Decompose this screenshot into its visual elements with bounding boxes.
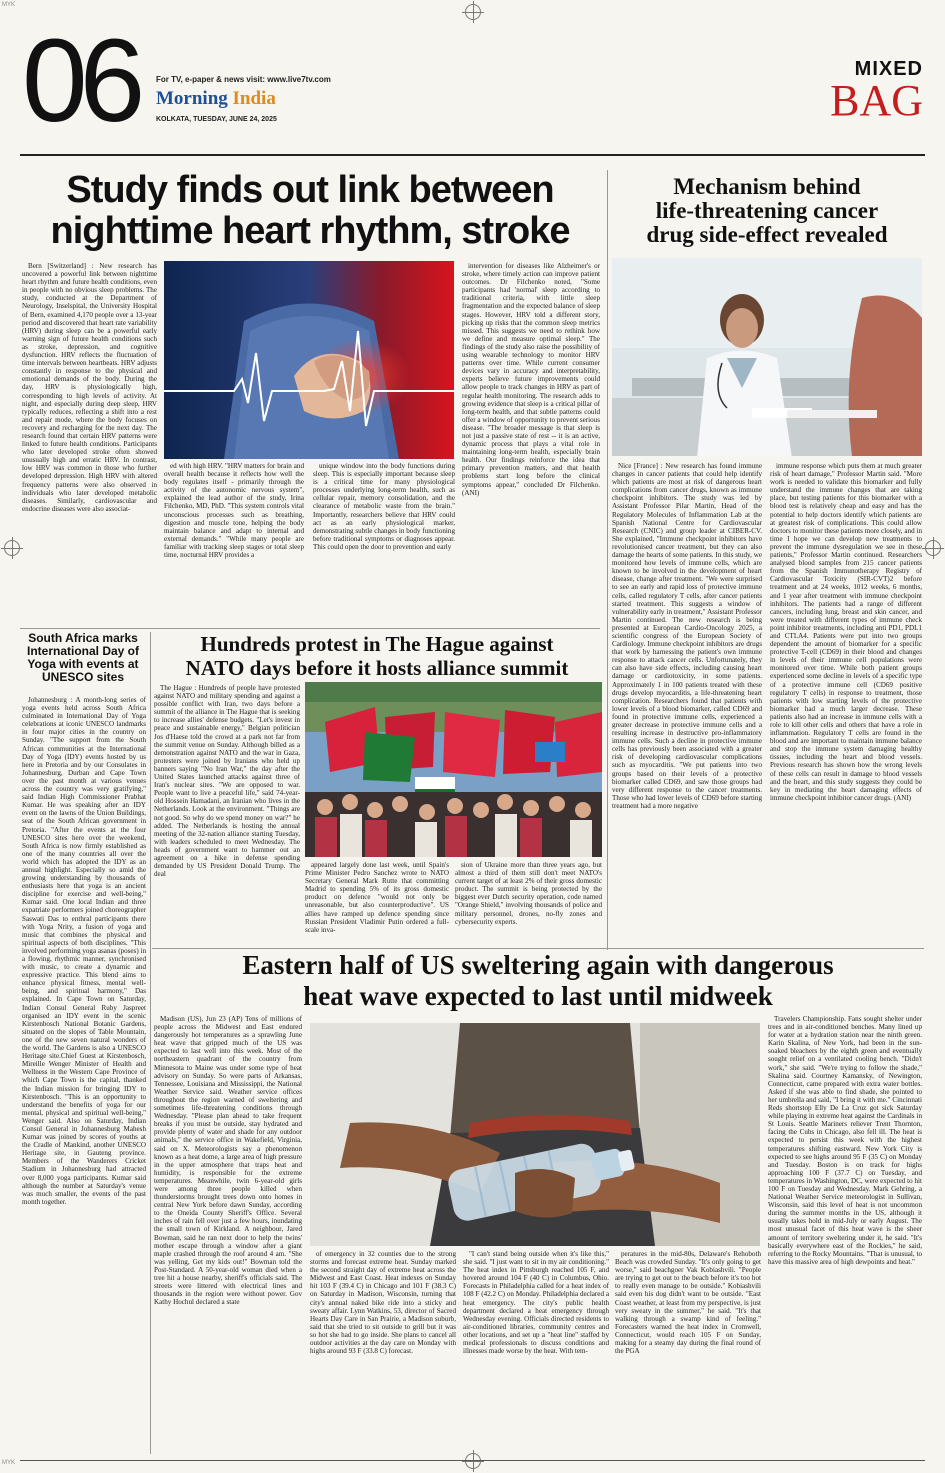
heat-col4: [615, 1250, 761, 1459]
heat-headline-line1: Eastern half of US sweltering again with dangerous: [242, 950, 834, 980]
heart-photo: [164, 261, 454, 459]
heart-col2-text: ed with high HRV. "HRV matters for brain and overall health because it reflects how well the body regulates itself - primarily through the activity of the autonomic nervous system", explained the lead author of the study, Irina Filchenko, MD, PhD. "This system controls vital unconscious processes such as breathing, digestion and muscle tone, helping the body maintain balance and adapt to internal and external demands." "While many people are familiar with tracking sleep stages or total sleep time, nocturnal HRV provides a: [164, 462, 304, 560]
section-label-bottom: BAG: [830, 76, 923, 125]
paper-name-part2: India: [232, 88, 276, 109]
print-corner-mark-bottom: MYK: [2, 1460, 16, 1466]
paper-name-part1: Morning: [156, 88, 228, 109]
heart-headline: [20, 170, 600, 252]
cancer-col2-text: immune response which puts them at much greater risk of heart damage," Professor Martin said. "More work is needed to validate this biomarker and fully understand the immune changes that are taking place, but testing patients for this biomarker with a blood test is relatively cheap and easy and has the potential to help doctors identify which patients are at greatest risk of complications. This could allow doctors to monitor these patients more closely, and in time I hope we can develop new treatments to prevent the immune dysregulation we see in these patients," Professor Martin continued. Researchers analysed blood samples from 215 cancer patients from the Spanish Immunotherapy Registry of Cardiovascular Toxicity (SIR-CVT)2 before treatment and at 24 weeks, 1012 weeks, 6 months, and 1 year after treatment with immune checkpoint inhibitors. The patients had a range of different cancers, including lung, breast and skin cancer, and were treated with different types of immune check point inhibitor treatments, including anti PD1, PDL1 and CTLA4. Patients were put into two groups dependent the amount of biomarker for a specific protective T-cell (CD69) in their blood and changes in levels of their immune cell populations were monitored over time. While both patient groups experienced some decline in levels of a specific type of a protective immune cell (CD69 positive regulatory T cells) in response to treatment, those patients with low starting levels of the protective biomarker had a much larger decrease. These patients also had an increase in immune cells with a role to kill other cells and others that have a role in inflammation. Regulatory T cells are found in the blood and are important to maintain immune balance and stop the immune system damaging healthy tissues, including the heart and blood vessels. Previous research has shown how the wrong levels of these cells can result in damage to blood vessels and the heart, and this study suggests they could be key in mediating the heart damaging effects of immune checkpoint inhibitor cancer drugs. (ANI): [770, 462, 922, 802]
page-number: 06: [22, 15, 138, 147]
heart-illustration: [164, 261, 454, 459]
nato-col1-text: The Hague : Hundreds of people have protested against NATO and military spending and against a possible conflict with Iran, two days before a summit of the alliance in The Hague that is seeking to increase allies' defense budgets. "Let's invest in peace and sustainable energy," Belgian politician Jos d'Haese told the crowd at a park not far from the summit venue on Sunday. Although billed as a demonstration against NATO and the war in Gaza, protesters were joined by Iranians who held up banners saying "No Iran War," the day after the United States launched attacks against three of Iran's nuclear sites. "We are opposed to war. People want to live a peaceful life," said 74-year-old Hossein Hamadani, an Iranian who lives in the Netherlands. Look at the environment. "Things are not good. So why do we spend money on war?" he added. The Netherlands is hosting the annual meeting of the 32-nation alliance starting Tuesday, with leaders scheduled to meet Wednesday. The heads of government want to hammer out an agreement on a hike in defense spending demanded by US President Donald Trump. The deal: [154, 684, 300, 879]
heat-col4-text: peratures in the mid-80s, Delaware's Rehoboth Beach was crowded Sunday. "It's only going to get worse," said beachgoer Vak Kobiashvili. "People are trying to get out to the beach before it's too hot to really even manage to be outside." Kobiashvili said even his dog didn't want to be outside. "East Coast weather, at least from my perspective, is just very sweaty in the summer," he said. "It's that walking through a swamp kind of feeling." Forecasters warned the heat index in Cromwell, Connecticut, would reach 105 F on Sunday, making for a steamy day during the final round of the PGA: [615, 1250, 761, 1356]
heart-col1: [22, 262, 157, 624]
yoga-col-text: Johannesburg : A month-long series of yoga events held across South Africa culminated in International Day of Yoga celebrations at iconic UNESCO landmarks in four major cities in the country on Sunday. "The support from the South African communities at the International Day of Yoga (IDY) events hosted by us here in Pretoria and by our Consulates in Johannesburg, Durban and Cape Town over the past month at various venues across the country was very gratifying," said Indian High Commissioner Prabhat Kumar. He was speaking after an IDY event on the lawns of the Union Buildings, seat of the South African government in Pretoria. "After the events at the four UNESCO sites here over the weekend, South Africa is now firmly established as one of the many countries all over the world which has adopted the IDY as an annual highlight. Especially so amid the growing understanding by thousands of enthusiasts here that yoga is an ancient discipline for exercise and well-being," Kumar said. One local Indian and three expatriate performers joined choreographer Saswati Das to enthral participants there with Yoga Nrity, a fusion of yoga and music that combines the physical and spiritual aspects of both disciplines. "This involved performing yoga asanas (poses) in a flowing, rhythmic manner, synchronised with music, to create a dynamic and expressive practice. This blend aims to enhance physical fitness, mental well-being, and spiritual harmony," Das explained. In Cape Town on Saturday, Indian Consul General Ruby Jaspreet organised an IDY event in the scenic Kirstenbosch National Botanic Gardens, situated on the slopes of Table Mountain, one of the new seven natural wonders of the world. The Gardens is also a UNESCO Heritage site.Chief Guest at Kirstenbosch, Mireille Wenger Minister of Health and Wellness in the Western Cape Province of which Cape Town is the capital, thanked the Indian mission for bringing IDY to Kirstenbosch. "This is an opportunity to understand the benefits of yoga for our mental, physical and spiritual well-being," Wenger said. Also on Saturday, Indian Consul General in Johannesburg Mahesh Kumar was joined by scores of youths at the Cradle of Mankind, another UNESCO Heritage site, in Gauteng province. Members of the Wanderers Cricket Stadium in Johannesburg had attracted over 8,000 yoga participants. Kumar said although the number at Saturday's venue was much smaller, the events of the past month together.: [22, 696, 146, 1206]
nato-col1: [154, 684, 300, 946]
heart-col4: [462, 262, 600, 624]
cancer-headline-line3: drug side-effect revealed: [646, 222, 888, 247]
heart-col2: [164, 462, 304, 624]
heart-headline-line1: Study finds out link between: [66, 169, 554, 211]
column-divider-left: [150, 632, 151, 1454]
nato-photo: [305, 682, 602, 857]
heat-photo: [310, 1023, 760, 1246]
cancer-col2: [770, 462, 922, 944]
heat-headline-line2: heat wave expected to last until midweek: [303, 981, 773, 1011]
cancer-headline-line1: Mechanism behind: [673, 174, 861, 199]
registration-mark-left: [4, 540, 20, 556]
heart-col4-text: intervention for diseases like Alzheimer's or stroke, where timely action can improve patient outcomes. Dr Filchenko noted, "Some participants had 'normal' sleep according to traditional criteria, with little sleep fragmentation and the expected balance of sleep stages. However, HRV told a different story, picking up risks that the common sleep metrics missed. This suggests we need to rethink how we define and measure optimal sleep." The findings of the study also raise the possibility of using wearable technology to monitor HRV patterns over time. While current consumer devices vary in accuracy and interpretability, experts believe future improvements could allow people to track changes in HRV as part of regular health monitoring. The research adds to growing evidence that sleep is a critical pillar of long-term health, and that subtle patterns could offer a window of opportunity to prevent serious disease. "The broader message is that sleep is not just a passive state of rest -- it is an active, dynamic process that plays a vital role in maintaining long-term health, especially brain health. Our findings reinforce the idea that primary prevention matters, and that health problems start long before the clinical symptoms appear," concluded Dr Filchenko.(ANI): [462, 262, 600, 497]
registration-mark-top: [465, 4, 481, 20]
heat-col2-text: of emergency in 32 counties due to the strong storms and forecast extreme heat. Sunday marked the second straight day of extreme heat across the Midwest and East Coast. Heat indexes on Sunday hit 103 F (39.4 C) in Chicago and 101 F (38.3 C) on Saturday in Madison, Wisconsin, turning that city's annual naked bike ride into a sticky and sweaty affair. Lynn Watkins, 53, director of Sacred Hearts Day Care in San Prairie, a Madison suburb, said that she tried to sit outside to grill but it was so hot she had to go inside. She plans to cancel all outdoor activities at the day care on Monday with highs around 93 F (33.8 C) forecast.: [310, 1250, 456, 1356]
heat-headline: [152, 950, 924, 1012]
section-label-top: MIXED: [854, 58, 923, 80]
nato-col2-text: appeared largely done last week, until Spain's Prime Minister Pedro Sanchez wrote to NATO Secretary General Mark Rutte that committing Madrid to spending 5% of its gross domestic product on defence "would not only be unreasonable, but also counterproductive". US allies have ramped up defence spending since Russian President Vladimir Putin ordered a full-scale inva-: [305, 861, 449, 934]
column-divider: [607, 170, 608, 950]
cancer-headline: [612, 175, 922, 247]
heart-col1-text: Bern [Switzerland] : New research has uncovered a powerful link between nighttime heart rhythm and future health conditions, even in people with no obvious sleep problems. The study, conducted at the Department of Neurology, Inselspital, the University Hospital of Bern, examined 4,170 people over a 13-year period and discovered that heart rate variability (HRV) during sleep can be a powerful early warning sign of future health conditions such as stroke, depression, and cognitive dysfunction. HRV reflects the fluctuation of time intervals between heartbeats. HRV adjusts constantly in response to the physical and emotional demands of the body. During the day, HRV is physiologically high, corresponding to high levels of activity. At night, and especially during deep sleep, HRV typically reduces, reflecting a shift into a rest and repair mode, where the body focuses on recovery and recharging for the next day. The research found that certain HRV patterns were linked to future health conditions. Participants who later developed stroke often showed unusually high and erratic HRV. In contrast, low HRV was common in those who further developed depression. High HRV with altered frequency patterns were also observed in individuals who later developed metabolic diseases. Similarly, cardiovascular and endocrine diseases were also associat-: [22, 262, 157, 513]
cancer-col1: [612, 462, 762, 944]
footer-rule: [20, 1460, 925, 1461]
heat-col2: [310, 1250, 456, 1459]
heat-top-rule: [152, 948, 924, 949]
print-corner-mark-top: MYK: [2, 2, 16, 8]
paper-name: [156, 88, 331, 110]
header-rule: [20, 154, 925, 156]
cancer-photo: [612, 258, 922, 456]
masthead: [156, 75, 331, 123]
heart-col3-text: unique window into the body functions during sleep. This is especially important because sleep is a critical time for many physiological processes underlying long-term health, such as cellular repair, memory consolidation, and the clearance of metabolic waste from the brain." Importantly, researchers believe that HRV could act as an early physiological marker, demonstrating subtle changes in body functioning before traditional symptoms or diagnoses appear. This could open the door to prevention and early: [313, 462, 455, 551]
nato-headline: [152, 632, 602, 680]
nato-col2: [305, 861, 449, 946]
nato-col3-text: sion of Ukraine more than three years ago, but almost a third of them still don't meet NATO's current target of at least 2% of their gross domestic product. The summit is being protected by the biggest ever Dutch security operation, code named "Orange Shield," involving thousands of police and military personnel, drones, no-fly zones and cybersecurity experts.: [455, 861, 602, 926]
heat-col5-text: Travelers Championship. Fans sought shelter under trees and in air-conditioned benches. Many lined up for water at a hydration station near the ninth green. Karin Skalina, of New York, had been in the sun-soaked bleachers by the eighth green and eventually sought relief on a ventilated cooling bench. "Didn't work," she said. "We're trying to follow the shade," Skalina said. Courtney Kamansky, of Newington, Connecticut, came prepared with extra water bottles. Asked if she was able to find shade, she pointed to her umbrella and said, "I bring it with me." Cincinnati Reds shortstop Elly De La Cruz got sick Saturday while playing in extreme heat against the Cardinals in St Louis. Seattle Mariners reliever Trent Thornton, facing the Cubs in Chicago, also fell ill. The heat is expected to persist this week with the highest temperatures shifting eastward. New York City is expected to see highs around 95 F (35 C) on Monday and Tuesday. Boston is on track for highs approaching 100 F (37.7 C) on Tuesday, and temperatures in Washington, DC, were expected to hit 100 F on Tuesday and Wednesday. Mark Gehring, a National Weather Service meteorologist in Sullivan, Wisconsin, said this level of heat is not uncommon during the summer months in the US, although it usually takes hold in mid-July or early August. The most unusual facet of this heat wave is the sheer amount of territory sweltering under it, he said. "It's basically everywhere east of the Rockies," he said, referring to the Rocky Mountains. "That is unusual, to have this massive area of high dewpoints and heat.": [768, 1015, 922, 1266]
dateline: KOLKATA, TUESDAY, JUNE 24, 2025: [156, 116, 277, 123]
website-line: For TV, e-paper & news visit: www.live7tv.com: [156, 75, 331, 84]
doctor-illustration: [612, 258, 922, 456]
heat-col1-text: Madison (US), Jun 23 (AP) Tens of millions of people across the Midwest and East endured dangerously hot temperatures as a sprawling June heat wave that gripped much of the US was expected to last well into this week. Most of the northeastern quadrant of the country from Minnesota to Maine was under some type of heat advisory on Sunday. So were parts of Arkansas, Tennessee, Louisiana and Mississippi, the National Weather Service said. Weather service offices throughout the region warned of sweltering and sometimes life-threatening conditions through Wednesday. "Please plan ahead to take frequent breaks if you must be outside, stay hydrated and provide plenty of water and shade for any outdoor animals," the service office in Wakefield, Virginia, said on X. Meteorologists say a phenomenon known as a heat dome, a large area of high pressure in the upper atmosphere that traps heat and humidity, is responsible for the extreme temperatures. Meanwhile, twin 6-year-old girls were among three people killed when thunderstorms brought trees down onto homes in central New York before dawn Sunday, according to the Oneida County Sheriff's Office. Several inches of rain fell over just a few hours, inundating the small town of Kirkland. A neighbour, Jared Bowman, said he ran next door to help the twins' mother escape through a window after a giant maple crashed through the roof around 4 am. "She was yelling, Get my kids out!" Bowman told the Post-Standard. A 50-year-old woman died when a tree hit a house nearby, sheriff's officials said. The streets were littered with electrical lines and thousands in the region were without power. Gov Kathy Hochul declared a state: [154, 1015, 302, 1307]
heat-col3-text: "I can't stand being outside when it's like this," she said. "I just want to sit in my air conditioning." The heat index in Pittsburgh reached 105 F, and hovered around 104 F (40 C) in Columbus, Ohio. Forecasts in Philadelphia called for a heat index of 108 F (42.2 C) on Monday. Philadelphia declared a heat emergency. The city's public health department declared a heat emergency through Wednesday evening. Officials directed residents to air-conditioned libraries, community centres and other locations, and set up a "heat line" staffed by medical professionals to discuss conditions and illnesses made worse by the heat. With tem-: [463, 1250, 609, 1356]
yoga-top-rule: [20, 628, 600, 629]
registration-mark-right: [925, 540, 941, 556]
yoga-col: [22, 696, 146, 1456]
heat-col3: [463, 1250, 609, 1459]
nato-col3: [455, 861, 602, 946]
cancer-headline-line2: life-threatening cancer: [655, 198, 879, 223]
water-bottle-illustration: [310, 1023, 760, 1246]
nato-headline-line1: Hundreds protest in The Hague against: [200, 632, 554, 656]
heat-col5: [768, 1015, 922, 1459]
nato-headline-line2: NATO days before it hosts alliance summit: [185, 656, 569, 680]
protest-crowd-illustration: [305, 682, 602, 857]
yoga-headline: South Africa marks International Day of Yoga with events at UNESCO sites: [26, 631, 139, 684]
cancer-col1-text: Nice [France] : New research has found immune changes in cancer patients that could help identify which patients are most at risk of dangerous heart complications from cancer drugs, known as immune checkpoint inhibitors. The study was led by Assistant Professor Pilar Martin, Head of the Regulatory Molecules of Inflammation Lab at the Spanish National Centre for Cardiovascular Research (CNIC) and group leader at CIBER-CV. She explained, "Immune checkpoint inhibitors have revolutionised cancer treatment, but they can also damage the hearts of some patients. In this study, we monitored how levels of immune cells, which are known to be involved in the development of heart disease, change after treatment. "We were surprised to see an early and rapid loss of protective immune cells, called regulatory T cells, after cancer patients started treatment. This suggests a window of vulnerability early in treatment," Assistant Professor Martin continued. The new research is being presented at European Cardio-Oncology 2025, a scientific congress of the European Society of Cardiology. Immune checkpoint inhibitors are drugs that work by harnessing the patient's own immune response to attack cancer cells. Unfortunately, they can also have side effects, including causing heart damage or cardiotoxicity, in some patients. Approximately 1 in 100 patients treated with these drugs develop myocarditis, a life-threatening heart complication. Researchers found that patients with lower levels of a blood biomarker, called CD69 and found in protective immune cells, experienced a greater decrease in protective immune cells and a resulting increase in destructive pro-inflammatory immune cells. Such a decline in protective immune cells has previously been associated with a greater risk of developing cardiovascular complications such as myocarditis. "We put patients into two groups based on their levels of a protective biomarker called CD69, and saw those groups had very different response to the cancer treatments. Those who had lower levels of CD69 before starting treatment had a more negative: [612, 462, 762, 810]
heart-headline-line2: nighttime heart rhythm, stroke: [50, 210, 570, 252]
heat-col1: [154, 1015, 302, 1459]
heart-col3: [313, 462, 455, 624]
section-label: [830, 58, 923, 125]
